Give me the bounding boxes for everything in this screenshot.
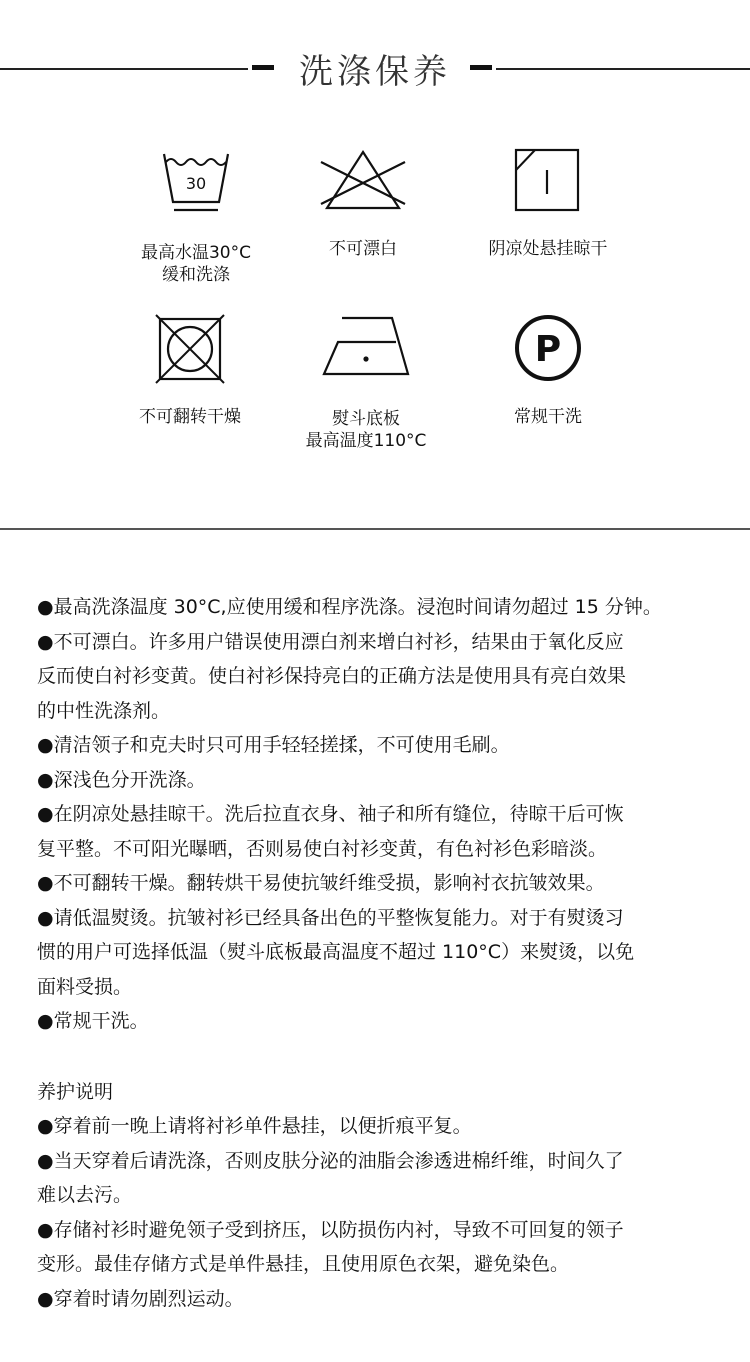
title-dash-left (252, 65, 274, 70)
care-line: ●穿着前一晚上请将衬衫单件悬挂，以便折痕平复。 (37, 1115, 472, 1137)
symbol-label-line: 最高温度110°C (305, 431, 427, 451)
care-line: ●存储衬衫时避免领子受到挤压，以防损伤内衬，导致不可回复的领子 (37, 1218, 624, 1241)
title-rule-right (496, 68, 750, 70)
wash-temp-number: 30 (185, 174, 207, 193)
instruction-line: 的中性洗涤剂。 (37, 699, 171, 722)
instruction-line: 反而使白衬衫变黄。使白衬衫保持亮白的正确方法是使用具有亮白效果 (37, 665, 627, 687)
title-rule-left (0, 68, 248, 70)
instruction-line: ●清洁领子和克夫时只可用手轻轻搓揉，不可使用毛刷。 (37, 734, 510, 756)
symbol-label-line: 不可漂白 (329, 239, 397, 259)
care-line: 难以去污。 (37, 1184, 133, 1206)
care-line: 变形。最佳存储方式是单件悬挂，且使用原色衣架，避免染色。 (37, 1253, 570, 1275)
section-title: 洗涤保养 (299, 52, 451, 92)
symbol-no-tumble-dry (100, 312, 280, 428)
instruction-line: 惯的用户可选择低温（熨斗底板最高温度不超过 110°C）来熨烫，以免 (37, 941, 635, 963)
section-divider (0, 528, 750, 530)
care-line: ●穿着时请勿剧烈运动。 (37, 1287, 244, 1310)
symbol-label-line: 常规干洗 (514, 407, 582, 427)
symbol-label-line: 最高水温30°C (140, 243, 251, 263)
no-bleach-icon (315, 148, 411, 214)
instruction-line: 复平整。不可阳光曝晒，否则易使白衬衫变黄，有色衬衫色彩暗淡。 (37, 837, 608, 860)
symbol-label-line: 不可翻转干燥 (139, 407, 241, 427)
instruction-line: ●最高洗涤温度 30°C,应使用缓和程序洗涤。浸泡时间请勿超过 15 分钟。 (37, 596, 662, 618)
instruction-line: ●不可漂白。许多用户错误使用漂白剂来增白衬衫，结果由于氧化反应 (37, 630, 624, 653)
care-instructions (37, 590, 717, 1316)
symbol-no-bleach (273, 148, 453, 260)
wash-tub-30-icon (156, 148, 236, 216)
symbol-shade-dry (458, 148, 638, 260)
instruction-line: ●在阴凉处悬挂晾干。洗后拉直衣身、袖子和所有缝位，待晾干后可恢 (37, 803, 624, 825)
instruction-line: ●常规干洗。 (37, 1010, 149, 1032)
symbol-label-line: 阴凉处悬挂晾干 (488, 239, 608, 259)
symbol-wash-30 (106, 148, 286, 286)
symbol-label-line: 缓和洗涤 (162, 265, 230, 285)
symbol-iron-low (276, 312, 456, 452)
title-row (0, 40, 750, 96)
title-dash-right (470, 65, 492, 70)
symbol-label-line: 熨斗底板 (332, 409, 400, 429)
instruction-line: ●请低温熨烫。抗皱衬衫已经具备出色的平整恢复能力。对于有熨烫习 (37, 906, 624, 929)
paragraph-gap (37, 1039, 717, 1075)
care-line: ●当天穿着后请洗涤，否则皮肤分泌的油脂会渗透进棉纤维，时间久了 (37, 1149, 624, 1172)
care-heading: 养护说明 (37, 1080, 114, 1103)
instruction-line: ●不可翻转干燥。翻转烘干易使抗皱纤维受损，影响衬衣抗皱效果。 (37, 872, 605, 894)
dry-clean-letter: P (534, 329, 562, 370)
iron-low-temp-icon (320, 312, 412, 378)
instruction-line: 面料受损。 (37, 975, 133, 998)
no-tumble-dry-icon (153, 312, 227, 384)
shade-line-dry-icon (513, 148, 583, 214)
symbol-dry-clean (458, 312, 638, 428)
instruction-line: ●深浅色分开洗涤。 (37, 768, 206, 791)
dry-clean-p-icon (512, 312, 584, 384)
